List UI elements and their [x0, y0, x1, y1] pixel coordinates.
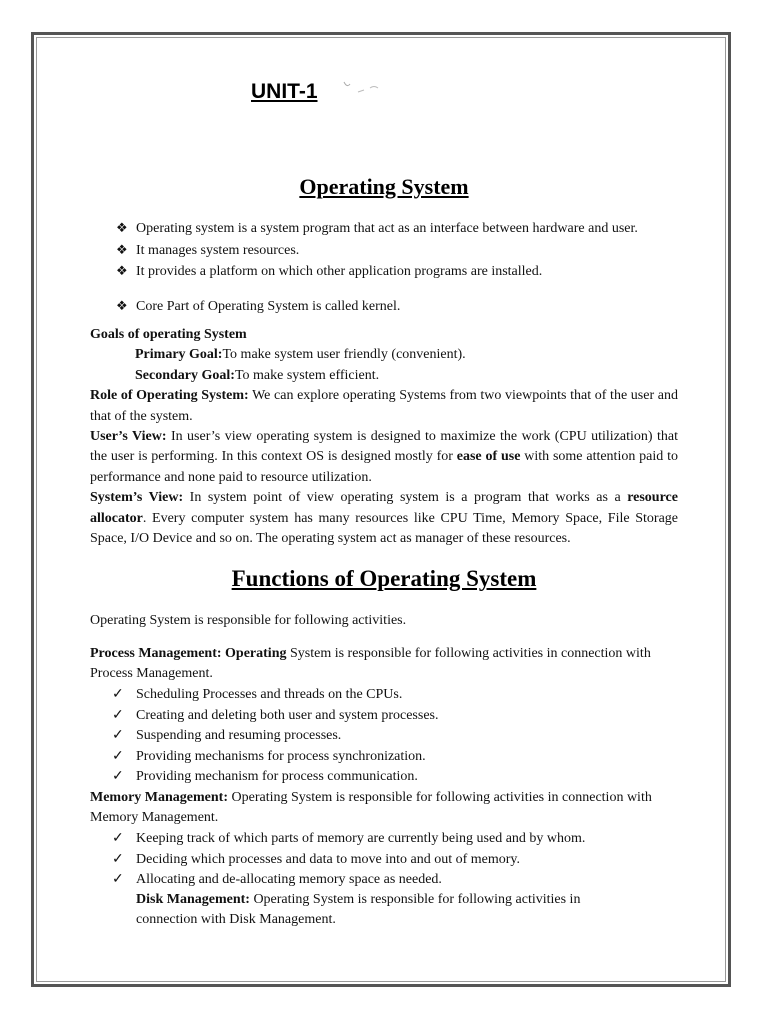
- list-item: ✓ Providing mechanism for process communication.: [112, 767, 438, 788]
- resource-allocator: resource allocator: [90, 490, 678, 526]
- checkmark-icon: ✓: [112, 748, 124, 764]
- goals-section: Goals of operating System Primary Goal:To make system user friendly (convenient). Secondary Goal:To make system efficient. Role of Operating System: We can explore operating Systems from two viewpoints that of the user and that of the system. User’s View: In user’s view operating system is designed to maximize the work (CPU utilization) that the user is performing. In this context OS is designed mostly for ease of use with some attention paid to performance and none paid to resource utilization. System’s View: In system point of view operating system is a program that works as a resource allocator. Every computer system has many resources like CPU Time, Memory Space, File Storage Space, I/O Device and so on. The operating system act as manager of these resources.: [90, 327, 679, 547]
- functions-intro: Operating System is responsible for following activities.: [90, 613, 407, 628]
- role-text: We can explore operating Systems from two viewpoints that of the user and that of the system.: [90, 388, 678, 424]
- intro-bullet-list: [116, 218, 638, 317]
- process-management-label: Process Management: Operating: [90, 646, 287, 661]
- systems-view-label: System’s View:: [90, 490, 184, 506]
- checkmark-icon: ✓: [112, 687, 124, 702]
- list-item: ❖ It provides a platform on which other application programs are installed.: [116, 261, 638, 283]
- memory-management-para: Memory Management: Operating System is responsible for following activities in connection with Memory Management.: [90, 790, 652, 826]
- list-item: ❖ Core Part of Operating System is called kernel.: [116, 296, 638, 318]
- checkmark-icon: ✓: [112, 769, 124, 784]
- section-title-operating-system: Operating System: [299, 174, 469, 199]
- list-item: ✓ Allocating and de-allocating memory space as needed.: [112, 870, 585, 891]
- checkmark-icon: ✓: [112, 872, 124, 887]
- process-checklist: [112, 685, 438, 788]
- handwritten-scribble-icon: [340, 78, 400, 98]
- ease-of-use: ease of use: [456, 449, 521, 465]
- checkmark-icon: ✓: [112, 851, 124, 867]
- list-item: ✓ Providing mechanisms for process synchronization.: [112, 747, 438, 768]
- list-item: ✓ Deciding which processes and data to move into and out of memory.: [112, 850, 585, 871]
- memory-management-label: Memory Management:: [90, 790, 229, 805]
- diamond-bullet-icon: ❖: [116, 297, 128, 313]
- memory-checklist: [112, 829, 585, 891]
- diamond-bullet-icon: ❖: [116, 220, 128, 235]
- list-item: ✓ Creating and deleting both user and system processes.: [112, 706, 438, 727]
- section-title-functions: Functions of Operating System: [231, 566, 537, 591]
- role-label: Role of Operating System:: [90, 388, 249, 404]
- process-management-para: Process Management: Operating System is responsible for following activities in connection with Process Management.: [90, 646, 651, 682]
- list-item: ✓ Keeping track of which parts of memory are currently being used and by whom.: [112, 829, 585, 850]
- list-item: ❖ Operating system is a system program that act as an interface between hardware and user.: [116, 218, 638, 240]
- secondary-goal-text: To make system efficient.: [234, 367, 380, 383]
- users-view-label: User’s View:: [90, 429, 167, 445]
- primary-goal-label: Primary Goal:: [135, 347, 223, 363]
- list-item: ✓ Suspending and resuming processes.: [112, 726, 438, 747]
- checkmark-icon: ✓: [112, 728, 124, 743]
- secondary-goal-label: Secondary Goal:: [135, 367, 235, 383]
- list-item: ✓ Scheduling Processes and threads on the CPUs.: [112, 685, 438, 706]
- disk-management-para: Disk Management: Operating System is responsible for following activities in connection with Disk Management.: [136, 892, 581, 928]
- primary-goal-text: To make system user friendly (convenient).: [222, 347, 466, 363]
- goals-heading: Goals of operating System: [90, 327, 247, 342]
- checkmark-icon: ✓: [112, 831, 124, 846]
- checkmark-icon: ✓: [112, 707, 124, 723]
- diamond-bullet-icon: ❖: [116, 263, 128, 278]
- disk-management-label: Disk Management:: [136, 892, 250, 907]
- unit-title: UNIT-1: [251, 80, 318, 103]
- list-item: ❖ It manages system resources.: [116, 240, 638, 262]
- diamond-bullet-icon: ❖: [116, 241, 128, 257]
